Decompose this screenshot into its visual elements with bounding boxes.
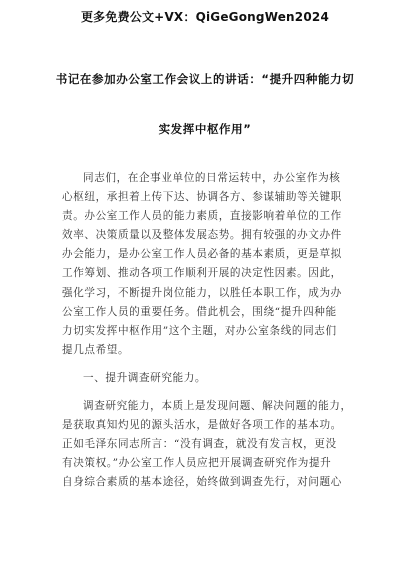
paragraph-line: 公室工作人员的重要任务。借此机会，围绕“提升四种能 bbox=[62, 306, 337, 318]
document-title-line-2: 实发挥中枢作用” bbox=[158, 122, 252, 136]
paragraph-line: 是获取真知灼见的源头活水，是做好各项工作的基本功。 bbox=[62, 419, 342, 431]
paragraph-line: 正如毛泽东同志所言：“没有调查，就没有发言权，更没 bbox=[62, 438, 337, 450]
paragraph-line: 调查研究能力，本质上是发现问题、解决问题的能力， bbox=[83, 400, 352, 412]
paragraph-line: 办会能力，是办公室工作人员必备的基本素质，更是草拟 bbox=[62, 248, 342, 260]
paragraph-line: 自身综合素质的基本途径，始终做到调查先行，对问题心 bbox=[62, 476, 342, 488]
promo-header: 更多免费公文+VX：QiGeGongWen2024 bbox=[80, 10, 329, 24]
section-heading: 一、提升调查研究能力。 bbox=[83, 372, 207, 384]
document-title-line-1: 书记在参加办公室工作会议上的讲话：“提升四种能力切 bbox=[55, 72, 355, 86]
paragraph-line: 力切实发挥中枢作用”这个主题，对办公室条线的同志们 bbox=[62, 325, 337, 337]
paragraph-line: 有决策权。”办公室工作人员应把开展调查研究作为提升 bbox=[62, 457, 332, 469]
paragraph-line: 心枢纽，承担着上传下达、协调各方、参谋辅助等关键职 bbox=[62, 191, 342, 203]
paragraph-line: 同志们，在企事业单位的日常运转中，办公室作为核 bbox=[83, 172, 341, 184]
paragraph-line: 效率、决策质量以及整体发展态势。拥有较强的办文办件 bbox=[62, 229, 342, 241]
paragraph-line: 提几点希望。 bbox=[62, 344, 130, 356]
paragraph-line: 工作筹划、推动各项工作顺利开展的决定性因素。因此， bbox=[62, 267, 342, 279]
paragraph-line: 强化学习，不断提升岗位能力，以胜任本职工作，成为办 bbox=[62, 287, 342, 299]
paragraph-line: 责。办公室工作人员的能力素质，直接影响着单位的工作 bbox=[62, 210, 342, 222]
